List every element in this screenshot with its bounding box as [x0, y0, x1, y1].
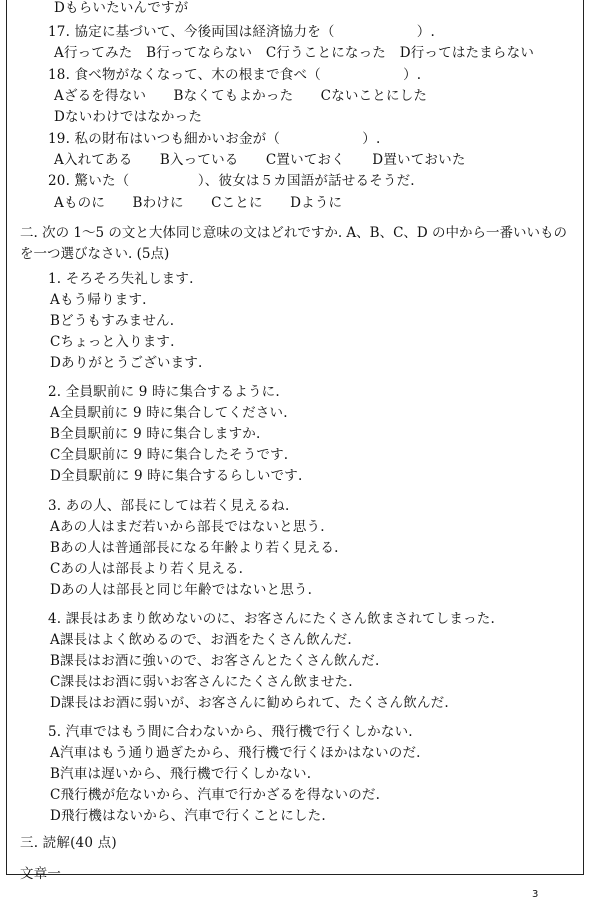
- previous-question-option-fragment: Dもらいたいんですが: [54, 0, 189, 16]
- sec2-question-3-stem: 3. あの人、部長にしては若く見えるね.: [48, 498, 290, 514]
- sec2-question-5-option-b: B汽車は遅いから、飛行機で行くしかない.: [50, 766, 312, 782]
- sec2-question-4-stem: 4. 課長はあまり飲めないのに、お客さんにたくさん飲まされてしまった.: [48, 611, 495, 627]
- sec2-question-3-option-b: Bあの人は普通部長になる年齢より若く見える.: [50, 540, 339, 556]
- sec2-question-2-option-d: D全員駅前に 9 時に集合するらしいです.: [50, 468, 303, 484]
- question-18-stem: 18. 食べ物がなくなって、木の根まで食べ（ ）.: [48, 67, 422, 83]
- question-19-stem: 19. 私の財布はいつも細かいお金が（ ）.: [48, 131, 381, 147]
- sec2-question-2-option-b: B全員駅前に 9 時に集合しますか.: [50, 426, 261, 442]
- sec2-question-5-option-a: A汽車はもう通り過ぎたから、飛行機で行くほかはないのだ.: [50, 745, 421, 761]
- sec2-question-4-option-d: D課長はお酒に弱いが、お客さんに勧められて、たくさん飲んだ.: [50, 695, 449, 711]
- sec2-question-4-option-a: A課長はよく飲めるので、お酒をたくさん飲んだ.: [50, 632, 352, 648]
- question-18-options-line2: Dないわけではなかった: [54, 109, 203, 125]
- question-17-options: A行ってみた B行ってならない C行うことになった D行ってはたまらない: [54, 45, 535, 61]
- sec2-question-4-option-b: B課長はお酒に強いので、お客さんとたくさん飲んだ.: [50, 653, 380, 669]
- sec2-question-5-stem: 5. 汽車ではもう間に合わないから、飛行機で行くしかない.: [48, 724, 413, 740]
- question-17-stem: 17. 協定に基づいて、今後両国は経済協力を（ ）.: [48, 24, 435, 40]
- sec2-question-4-option-c: C課長はお酒に弱いお客さんにたくさん飲ませた.: [50, 674, 353, 690]
- sec2-question-3-option-c: Cあの人は部長より若く見える.: [50, 561, 244, 577]
- sec2-question-5-option-d: D飛行機はないから、汽車で行くことにした.: [50, 808, 326, 824]
- sec2-question-1-stem: 1. そろそろ失礼します.: [48, 271, 194, 287]
- sec2-question-1-option-d: Dありがとうございます.: [50, 355, 203, 371]
- sec2-question-3-option-d: Dあの人は部長と同じ年齢ではないと思う.: [50, 582, 313, 598]
- question-18-options-line1: Aざるを得ない Bなくてもよかった Cないことにした: [54, 88, 428, 104]
- sec2-question-5-option-c: C飛行機が危ないから、汽車で行かざるを得ないのだ.: [50, 787, 381, 803]
- sec2-question-2-option-c: C全員駅前に 9 時に集合したそうです.: [50, 447, 289, 463]
- question-20-stem: 20. 驚いた（ ）、彼女は５カ国語が話せるそうだ.: [48, 173, 415, 189]
- page-number: 3: [532, 889, 539, 900]
- section-2-instruction: 二. 次の 1～5 の文と大体同じ意味の文はどれですか. A、B、C、D の中から一番いいものを一つ選びなさい. (5点): [20, 225, 568, 262]
- sec2-question-3-option-a: Aあの人はまだ若いから部長ではないと思う.: [50, 519, 325, 535]
- sec2-question-1-option-a: Aもう帰ります.: [50, 292, 147, 308]
- section-3-heading: 三. 読解(40 点): [20, 835, 117, 851]
- sec2-question-2-option-a: A全員駅前に 9 時に集合してください.: [50, 405, 288, 421]
- question-19-options: A入れてある B入っている C置いておく D置いておいた: [54, 152, 466, 168]
- sec2-question-1-option-b: Bどうもすみません.: [50, 313, 175, 329]
- section-3-subheading: 文章一: [20, 866, 62, 882]
- question-20-options: Aものに Bわけに Cことに Dように: [54, 195, 343, 211]
- sec2-question-2-stem: 2. 全員駅前に 9 時に集合するように.: [48, 384, 280, 400]
- sec2-question-1-option-c: Cちょっと入ります.: [50, 334, 175, 350]
